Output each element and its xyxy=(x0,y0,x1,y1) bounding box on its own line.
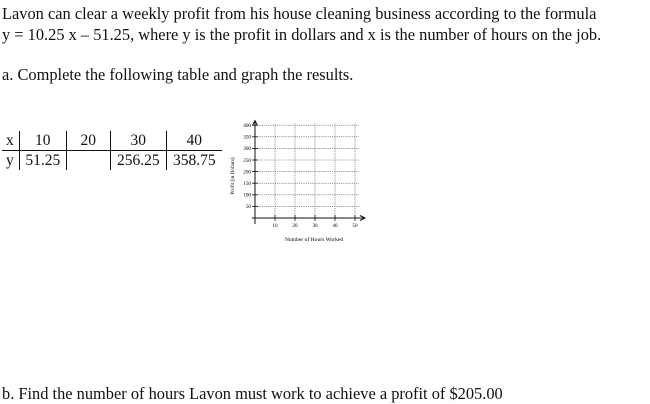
problem-statement-line-1: Lavon can clear a weekly profit from his house cleaning business according to the formula xyxy=(2,4,597,23)
grid-lines xyxy=(255,123,359,218)
profit-graph xyxy=(228,104,400,250)
table-row-y xyxy=(2,151,222,171)
x-axis-label: Number of Hours Worked xyxy=(284,237,344,243)
x-tick-label: 10 xyxy=(272,223,278,229)
part-a-instruction: a. Complete the following table and graph the results. xyxy=(2,65,354,84)
y-axis-label: Profit (in Dollars) xyxy=(230,157,236,195)
y-tick-label: 50 xyxy=(245,204,251,211)
x-tick-label: 20 xyxy=(292,223,298,229)
x-tick-labels xyxy=(272,223,358,229)
part-b-question: b. Find the number of hours Lavon must work to achieve a profit of $205.00 xyxy=(2,384,503,403)
y-tick-label: 400 xyxy=(243,123,251,129)
x-value-cell: 10 xyxy=(19,131,66,151)
x-value-cell: 20 xyxy=(66,131,110,151)
y-tick-label: 250 xyxy=(243,157,251,164)
y-tick-label: 100 xyxy=(243,192,251,199)
y-value-cell-blank[interactable] xyxy=(66,151,110,171)
xy-value-table xyxy=(2,131,222,170)
table-row-x xyxy=(2,131,222,151)
y-value-cell: 358.75 xyxy=(166,151,222,171)
problem-statement-line-2: y = 10.25 x – 51.25, where y is the profit in dollars and x is the number of hours on the job. xyxy=(2,25,602,44)
x-value-cell: 40 xyxy=(166,131,222,151)
y-tick-label: 350 xyxy=(243,134,251,141)
axes xyxy=(252,121,365,224)
y-header-cell: y xyxy=(6,152,14,169)
y-tick-label: 300 xyxy=(243,146,251,153)
y-value-cell: 256.25 xyxy=(110,151,166,171)
x-value-cell: 30 xyxy=(110,131,166,151)
y-tick-label: 150 xyxy=(243,181,251,187)
x-tick-label: 30 xyxy=(312,223,318,229)
x-tick-label: 40 xyxy=(332,223,338,229)
x-tick-label: 50 xyxy=(352,223,358,229)
y-value-cell: 51.25 xyxy=(19,151,66,171)
y-tick-labels xyxy=(243,123,251,210)
x-header-cell: x xyxy=(2,131,19,151)
y-tick-label: 200 xyxy=(243,169,251,176)
